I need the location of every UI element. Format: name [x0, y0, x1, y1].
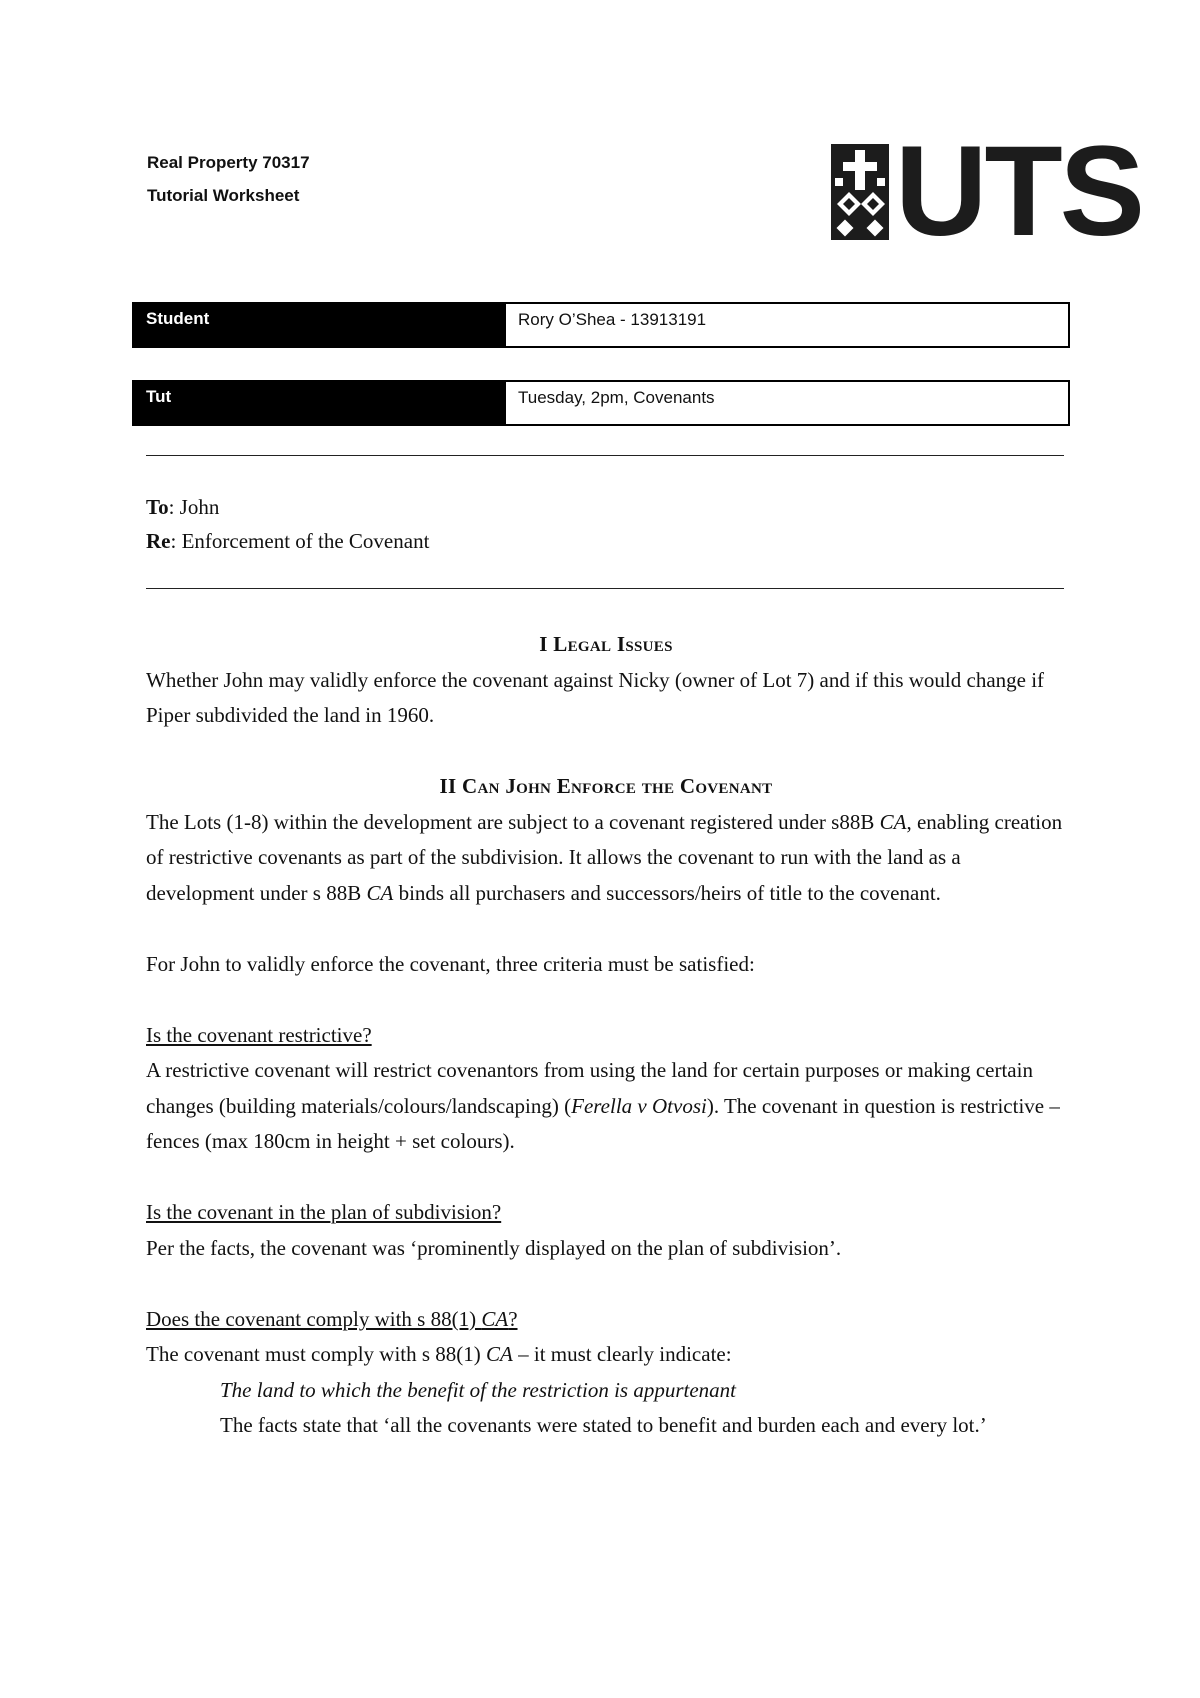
criterion-3-text: The covenant must comply with s 88(1) CA – it must clearly indicate: — [146, 1342, 732, 1366]
worksheet-title: Tutorial Worksheet — [147, 186, 300, 205]
criterion-2-heading: Is the covenant in the plan of subdivision? — [146, 1200, 502, 1224]
enforce-paragraph-1: The Lots (1-8) within the development are subject to a covenant registered under s88B CA, enabling creation of restrictive covenants as part of the subdivision. It allows the covenant to run with the land as a development under s 88B CA binds all purchasers and successors/heirs of title to the covenant. — [146, 809, 1063, 905]
memo-block — [146, 490, 429, 558]
student-row — [132, 302, 1070, 348]
re-value: : Enforcement of the Covenant — [170, 529, 430, 553]
tut-label: Tut — [132, 380, 506, 426]
course-title: Real Property 70317 — [147, 153, 310, 172]
student-label: Student — [132, 302, 506, 348]
criterion-2-text: Per the facts, the covenant was ‘prominently displayed on the plan of subdivision’. — [146, 1235, 842, 1260]
uts-logo — [831, 120, 1142, 263]
enforce-paragraph-2: For John to validly enforce the covenant, three criteria must be satisfied: — [146, 951, 755, 976]
memo-to — [146, 490, 429, 524]
legal-issues-text: Whether John may validly enforce the covenant against Nicky (owner of Lot 7) and if this would change if Piper subdivided the land in 1960. — [146, 667, 1045, 727]
memo-re — [146, 524, 429, 558]
tut-value: Tuesday, 2pm, Covenants — [506, 380, 1070, 426]
to-label: To — [146, 495, 169, 519]
section-heading-enforce: II Can John Enforce the Covenant — [439, 774, 773, 798]
criterion-3-item-text: The facts state that ‘all the covenants were stated to benefit and burden each and every lot.’ — [220, 1413, 987, 1437]
criterion-3-item-heading: The land to which the benefit of the restriction is appurtenant — [220, 1377, 737, 1402]
student-value: Rory O’Shea - 13913191 — [506, 302, 1070, 348]
uts-crest-icon — [831, 144, 889, 240]
criterion-3-heading: Does the covenant comply with s 88(1) CA? — [146, 1306, 518, 1331]
to-value: : John — [168, 495, 220, 519]
re-label: Re — [146, 529, 171, 553]
document-header — [147, 146, 310, 212]
section-heading-legal-issues: I Legal Issues — [539, 632, 673, 656]
divider-top — [146, 455, 1064, 456]
criterion-1-text: A restrictive covenant will restrict covenantors from using the land for certain purposes or making certain changes (building materials/colours/landscaping) (Ferella v Otvosi). The covenant in question is restrictive – fences (max 180cm in height + set colours). — [146, 1058, 1060, 1153]
document-body — [146, 627, 1066, 1444]
criterion-1-heading: Is the covenant restrictive? — [146, 1022, 372, 1047]
uts-wordmark: UTS — [895, 120, 1142, 263]
tut-row — [132, 380, 1070, 426]
divider-bottom — [146, 588, 1064, 589]
